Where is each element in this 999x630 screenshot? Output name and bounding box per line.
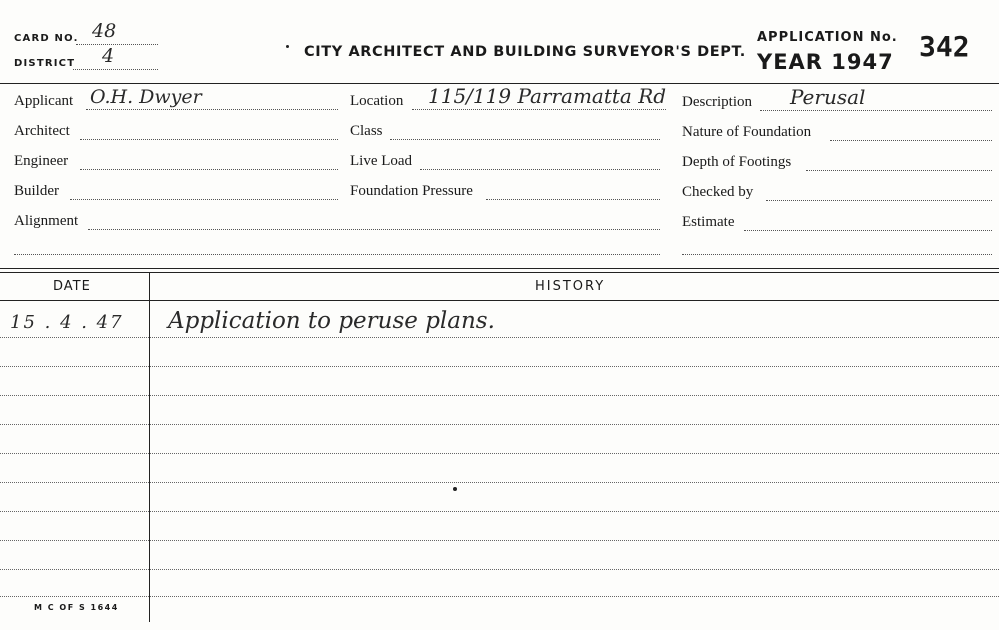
history-entry-date: 15 . 4 . 47 — [10, 312, 124, 333]
table-row-line — [0, 337, 999, 338]
architect-line — [80, 139, 338, 140]
applicant-label: Applicant — [14, 93, 74, 109]
alignment-label: Alignment — [14, 213, 79, 229]
table-row-line — [0, 511, 999, 512]
class-line — [390, 139, 660, 140]
description-value: Perusal — [790, 85, 866, 109]
checked-line — [766, 200, 992, 201]
checked-by-label: Checked by — [682, 184, 754, 200]
date-column-header: DATE — [53, 279, 91, 294]
engineer-label: Engineer — [14, 153, 69, 169]
builder-label: Builder — [14, 183, 59, 199]
alignment-line-2 — [14, 254, 660, 255]
live-load-label: Live Load — [350, 153, 413, 169]
section-divider-top — [0, 268, 999, 269]
card-no-line — [76, 44, 158, 45]
nature-line — [830, 140, 992, 141]
alignment-line — [88, 229, 660, 230]
applicant-value: O.H. Dwyer — [90, 86, 202, 108]
class-label: Class — [350, 123, 383, 139]
engineer-line — [80, 169, 338, 170]
table-row-line — [0, 453, 999, 454]
builder-line — [70, 199, 338, 200]
district-line — [73, 69, 158, 70]
table-row-line — [0, 482, 999, 483]
table-row-line — [0, 424, 999, 425]
department-title: CITY ARCHITECT AND BUILDING SURVEYOR'S DEPT. — [304, 44, 746, 60]
application-no-label: APPLICATION No. — [757, 30, 898, 45]
foundation-pressure-line — [486, 199, 660, 200]
depth-of-footings-label: Depth of Footings — [682, 154, 792, 170]
table-row-line — [0, 366, 999, 367]
estimate-line — [744, 230, 992, 231]
district-value: 4 — [102, 45, 115, 67]
card-no-label: CARD NO. — [14, 33, 79, 44]
table-row-line — [0, 596, 999, 597]
architect-label: Architect — [14, 123, 70, 139]
ink-speck — [453, 487, 457, 491]
estimate-line-2 — [682, 254, 992, 255]
year-label: YEAR 1947 — [757, 50, 894, 74]
live-load-line — [420, 169, 660, 170]
application-no-value: 342 — [919, 30, 970, 63]
nature-of-foundation-label: Nature of Foundation — [682, 124, 812, 140]
history-column-header: HISTORY — [535, 279, 606, 294]
district-label: DISTRICT — [14, 58, 76, 69]
table-row-line — [0, 569, 999, 570]
table-row-line — [0, 395, 999, 396]
depth-line — [806, 170, 992, 171]
description-label: Description — [682, 94, 752, 110]
form-code: M C OF S 1644 — [34, 603, 119, 612]
location-line — [412, 109, 666, 110]
card-no-value: 48 — [92, 20, 117, 42]
history-entry-text: Application to peruse plans. — [168, 308, 495, 334]
description-line — [760, 110, 992, 111]
foundation-pressure-label: Foundation Pressure — [350, 183, 473, 199]
ink-speck — [286, 45, 289, 48]
location-value: 115/119 Parramatta Rd — [428, 84, 667, 108]
location-label: Location — [350, 93, 404, 109]
applicant-line — [86, 109, 338, 110]
table-row-line — [0, 540, 999, 541]
estimate-label: Estimate — [682, 214, 735, 230]
